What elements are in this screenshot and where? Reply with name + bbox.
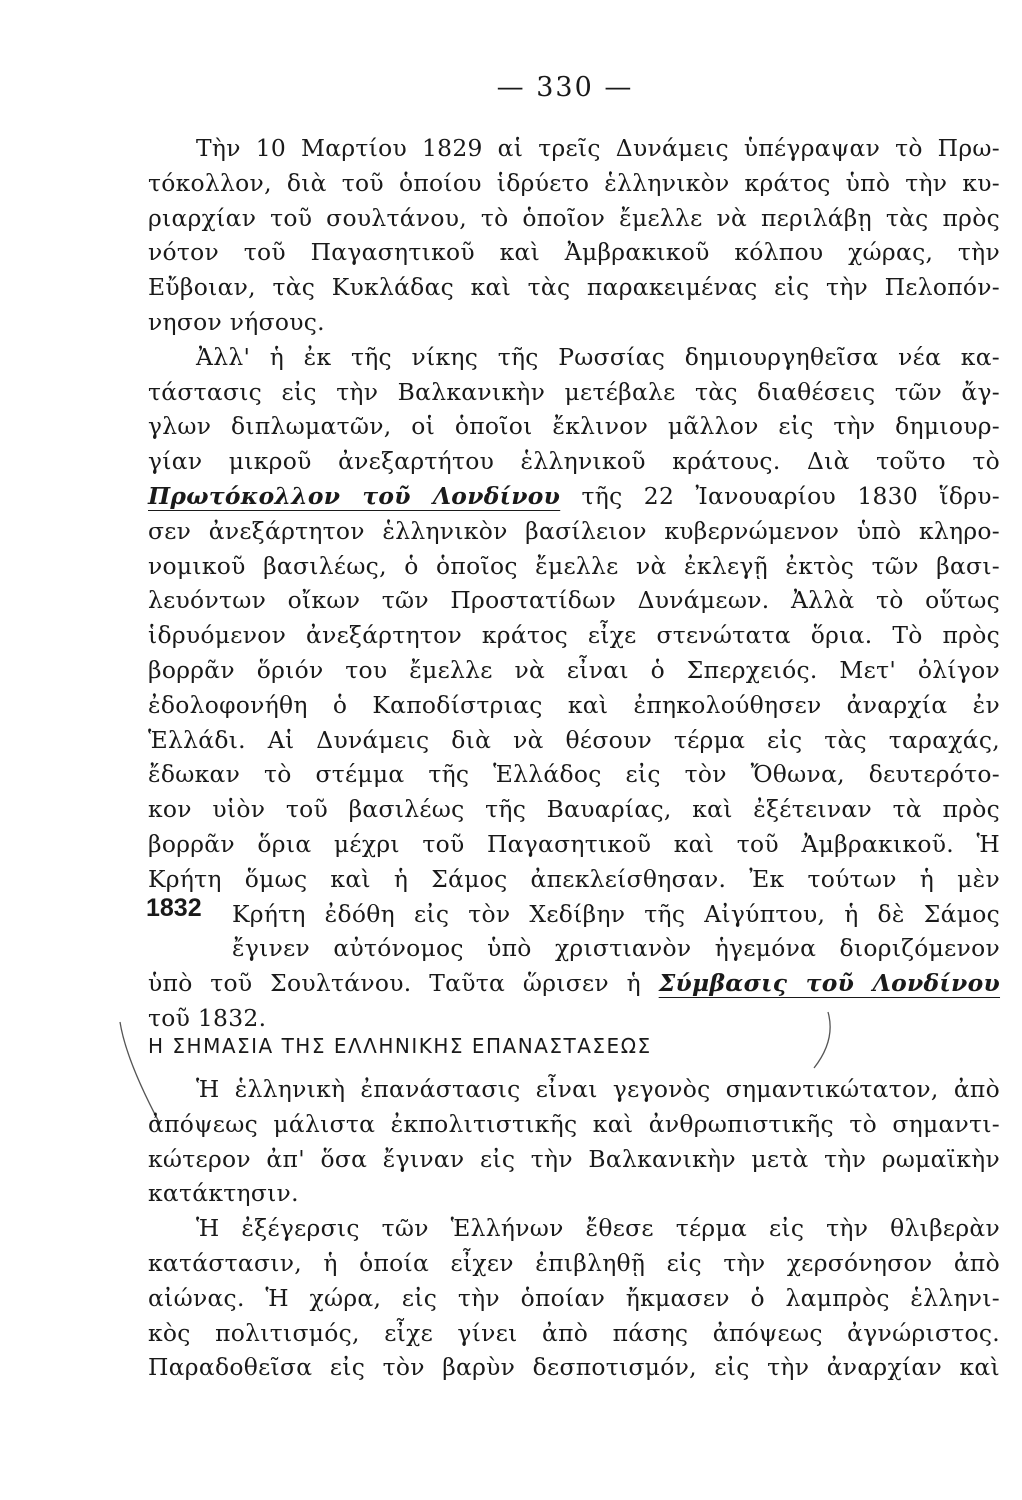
text-line: γίαν μικροῦ ἀνεξαρτήτου ἑλληνικοῦ κράτους. Διὰ τοῦτο τὸ: [148, 447, 1000, 476]
text-line: νότον τοῦ Παγασητικοῦ καὶ Ἀμβρακικοῦ κόλπου χώρας, τὴν: [148, 238, 1000, 267]
text-line: τόκολλον, διὰ τοῦ ὁποίου ἱδρύετο ἑλληνικὸν κράτος ὑπὸ τὴν κυ-: [148, 168, 1000, 197]
text-line: [148, 479, 1000, 514]
text-line: τάστασις εἰς τὴν Βαλκανικὴν μετέβαλε τὰς διαθέσεις τῶν ἄγ-: [148, 377, 1000, 406]
text-line: ἐδολοφονήθη ὁ Καποδίστριας καὶ ἐπηκολούθησεν ἀναρχία ἐν: [148, 690, 1000, 719]
text-line: ἀπόψεως μάλιστα ἐκπολιτιστικῆς καὶ ἀνθρωπιστικῆς τὸ σημαντι-: [148, 1109, 1000, 1138]
text-fragment: τῆς 22 Ἰανουαρίου 1830 ἵδρυ-: [560, 481, 1000, 510]
text-line: Κρήτη ἐδόθη εἰς τὸν Χεδίβην τῆς Αἰγύπτου, ἡ δὲ Σάμος: [232, 899, 1000, 928]
text-line: κατάστασιν, ἡ ὁποία εἶχεν ἐπιβληθῇ εἰς τὴν χερσόνησον ἀπὸ: [148, 1248, 1000, 1277]
text-line: κατάκτησιν.: [148, 1179, 299, 1208]
text-line: ἔγινεν αὐτόνομος ὑπὸ χριστιανὸν ἡγεμόνα διοριζόμενον: [232, 934, 1000, 963]
text-line: κον υἱὸν τοῦ βασιλέως τῆς Βαυαρίας, καὶ ἐξέτειναν τὰ πρὸς: [148, 795, 1000, 824]
text-line: βορρᾶν ὅρια μέχρι τοῦ Παγασητικοῦ καὶ τοῦ Ἀμβρακικοῦ. Ἡ: [148, 829, 1000, 858]
section-heading: Η ΣΗΜΑΣΙΑ ΤΗΣ ΕΛΛΗΝΙΚΗΣ ΕΠΑΝΑΣΤΑΣΕΩΣ: [148, 1034, 652, 1058]
text-line: ἱδρυόμενον ἀνεξάρτητον κράτος εἶχε στενώτατα ὅρια. Τὸ πρὸς: [148, 621, 1000, 650]
page-number: — 330 —: [496, 72, 634, 103]
text-line: τοῦ 1832.: [148, 1003, 267, 1032]
text-line: ἔδωκαν τὸ στέμμα τῆς Ἑλλάδος εἰς τὸν Ὄθωνα, δευτερότο-: [148, 760, 1000, 789]
text-line: Εὔβοιαν, τὰς Κυκλάδας καὶ τὰς παρακειμένας εἰς τὴν Πελοπόν-: [148, 273, 1000, 302]
margin-year-note: 1832: [146, 894, 202, 922]
text-line: κὸς πολιτισμός, εἶχε γίνει ἀπὸ πάσης ἀπόψεως ἀγνώριστος.: [148, 1318, 1000, 1347]
text-line: Ἑλλάδι. Αἱ Δυνάμεις διὰ νὰ θέσουν τέρμα εἰς τὰς ταραχάς,: [148, 725, 1000, 754]
main-text-top: [148, 131, 1000, 1036]
text-line: γλων διπλωματῶν, οἱ ὁποῖοι ἔκλινον μᾶλλον εἰς τὴν δημιουρ-: [148, 412, 1000, 441]
convention-of-london-term: Σύμβασις τοῦ Λονδίνου: [658, 969, 1001, 998]
text-line: [148, 966, 1000, 1001]
text-line: Τὴν 10 Μαρτίου 1829 αἱ τρεῖς Δυνάμεις ὑπέγραψαν τὸ Πρω-: [196, 134, 1000, 162]
text-line: κώτερον ἀπ' ὅσα ἔγιναν εἰς τὴν Βαλκανικὴν μετὰ τὴν ρωμαϊκὴν: [148, 1144, 1000, 1173]
text-line: αἰώνας. Ἡ χώρα, εἰς τὴν ὁποίαν ἤκμασεν ὁ λαμπρὸς ἑλληνι-: [148, 1283, 1000, 1312]
text-line: Ἡ ἑλληνικὴ ἐπανάστασις εἶναι γεγονὸς σημαντικώτατον, ἀπὸ: [196, 1075, 1000, 1103]
text-line: βορρᾶν ὅριόν του ἔμελλε νὰ εἶναι ὁ Σπερχειός. Μετ' ὀλίγον: [148, 655, 1000, 684]
text-fragment: ὑπὸ τοῦ Σουλτάνου. Ταῦτα ὥρισεν ἡ: [148, 969, 659, 998]
text-line: Ἀλλ' ἡ ἐκ τῆς νίκης τῆς Ρωσσίας δημιουργηθεῖσα νέα κα-: [196, 342, 1000, 371]
text-line: σεν ἀνεξάρτητον ἑλληνικὸν βασίλειον κυβερνώμενον ὑπὸ κληρο-: [148, 516, 1000, 545]
text-line: νομικοῦ βασιλέως, ὁ ὁποῖος ἔμελλε νὰ ἐκλεγῇ ἐκτὸς τῶν βασι-: [148, 551, 1000, 580]
text-line: Κρήτη ὅμως καὶ ἡ Σάμος ἀπεκλείσθησαν. Ἐκ τούτων ἡ μὲν: [148, 864, 1000, 893]
main-text-bottom: [148, 1072, 1000, 1385]
text-line: ριαρχίαν τοῦ σουλτάνου, τὸ ὁποῖον ἔμελλε νὰ περιλάβῃ τὰς πρὸς: [148, 203, 1000, 232]
protocol-of-london-term: Πρωτόκολλον τοῦ Λονδίνου: [148, 481, 561, 510]
text-line: λευόντων οἴκων τῶν Προστατίδων Δυνάμεων. Ἀλλὰ τὸ οὕτως: [148, 586, 1000, 615]
text-line: νησον νήσους.: [148, 307, 325, 336]
text-line: Παραδοθεῖσα εἰς τὸν βαρὺν δεσποτισμόν, εἰς τὴν ἀναρχίαν καὶ: [148, 1353, 1000, 1382]
text-line: Ἡ ἐξέγερσις τῶν Ἑλλήνων ἔθεσε τέρμα εἰς τὴν θλιβερὰν: [196, 1214, 1000, 1243]
